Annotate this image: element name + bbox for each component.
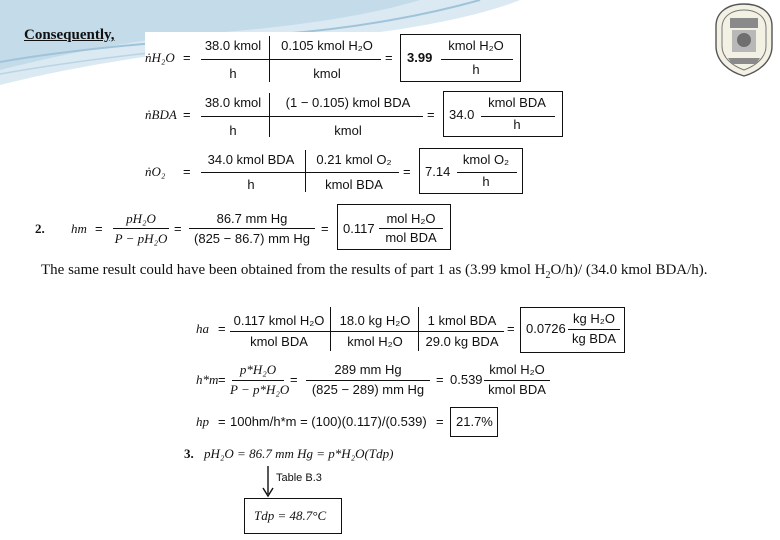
equals-sign: =	[436, 414, 444, 429]
fraction-bar	[484, 380, 550, 381]
denominator: (825 − 289) mm Hg	[311, 382, 425, 397]
result-unit-denominator: h	[482, 174, 490, 189]
numerator: 34.0 kmol BDA	[207, 152, 295, 167]
numerator: pH₂O	[126, 211, 156, 226]
fraction-divider	[418, 307, 419, 351]
fraction-bar	[189, 228, 315, 229]
numerator: 1 kmol BDA	[427, 313, 497, 328]
equals-sign: =	[218, 372, 226, 387]
fraction-bar	[306, 380, 430, 381]
result-unit-denominator: kmol BDA	[488, 382, 546, 397]
fraction-divider	[330, 307, 331, 351]
equals-sign: =	[183, 164, 191, 179]
result-unit-numerator: kmol BDA	[488, 95, 546, 110]
result-value: 0.117	[343, 221, 375, 236]
denominator: kmol BDA	[250, 334, 308, 349]
paragraph-text: The same result could have been obtained from the results of part 1 as (3.99 kmol H	[41, 262, 546, 278]
equals-sign: =	[183, 50, 191, 65]
fraction-bar	[201, 59, 381, 60]
result-value: 0.539	[450, 372, 483, 387]
numerator: p*H₂O	[239, 362, 277, 377]
result-unit-numerator: kmol O₂	[462, 152, 510, 167]
fraction-bar	[230, 331, 504, 332]
equals-sign: =	[95, 221, 103, 236]
fraction-bar	[201, 172, 399, 173]
equation-o2-flow	[145, 146, 565, 196]
denominator: kmol H₂O	[347, 334, 403, 349]
numerator: 0.21 kmol O₂	[316, 152, 392, 167]
result-value: 21.7%	[456, 414, 493, 429]
denominator: 29.0 kg BDA	[425, 334, 499, 349]
equation-bda-flow	[145, 89, 565, 141]
fraction-bar	[113, 228, 169, 229]
result-unit-denominator: h	[513, 117, 521, 132]
denominator: kmol	[334, 123, 362, 138]
fraction-divider	[305, 150, 306, 192]
equation-lhs: ṅO₂	[145, 164, 166, 179]
denominator: h	[229, 123, 237, 138]
equals-sign: =	[218, 321, 226, 336]
table-reference: Table B.3	[276, 472, 322, 484]
paragraph-text: O/h)/ (34.0 kmol BDA/h).	[550, 262, 708, 278]
dew-point-statement: pH₂O = 86.7 mm Hg = p*H₂O(Tdp)	[204, 446, 394, 461]
numerator: 18.0 kg H₂O	[339, 313, 411, 328]
equation-percent-humidity	[196, 406, 500, 438]
equation-lhs: hm	[71, 221, 87, 236]
page-heading: Consequently,	[24, 27, 115, 43]
result-unit-numerator: kg H₂O	[573, 311, 615, 326]
result-value: 34.0	[449, 107, 475, 122]
numerator: 0.105 kmol H₂O	[281, 38, 373, 53]
denominator: P − p*H₂O	[230, 382, 290, 397]
denominator: kmol	[313, 66, 341, 81]
explanation-paragraph	[41, 259, 741, 287]
equals-sign: =	[427, 107, 435, 122]
equals-sign: =	[385, 50, 393, 65]
fraction-bar	[232, 380, 284, 381]
equals-sign: =	[290, 372, 298, 387]
fraction-bar	[379, 228, 443, 229]
box-edge	[624, 307, 625, 353]
equation-molar-humidity	[33, 201, 453, 251]
denominator: kmol BDA	[325, 177, 383, 192]
denominator: (825 − 86.7) mm Hg	[194, 231, 310, 246]
equation-lhs: ha	[196, 321, 209, 336]
fraction-bar	[457, 172, 517, 173]
result-value: Tdp = 48.7°C	[254, 508, 327, 523]
numerator: 86.7 mm Hg	[216, 211, 288, 226]
denominator: h	[247, 177, 255, 192]
denominator: P − pH₂O	[114, 231, 168, 246]
equation-lhs: h*m	[196, 372, 219, 387]
fraction-bar	[441, 59, 513, 60]
equals-sign: =	[174, 221, 182, 236]
numerator: 0.117 kmol H₂O	[233, 313, 325, 328]
denominator: h	[229, 66, 237, 81]
numerator: 289 mm Hg	[334, 362, 402, 377]
equation-lhs: ṅH₂O	[145, 50, 175, 65]
subscript: 2	[545, 270, 551, 281]
fraction-divider	[269, 93, 270, 137]
equation-lhs: hp	[196, 414, 209, 429]
equals-sign: =	[403, 164, 411, 179]
arrow-down-icon	[260, 466, 276, 498]
fraction-bar	[201, 116, 423, 117]
equals-sign: =	[218, 414, 226, 429]
equals-sign: =	[183, 107, 191, 122]
equals-sign: =	[321, 221, 329, 236]
result-unit-numerator: mol H₂O	[386, 211, 436, 226]
result-value: 0.0726	[526, 321, 566, 336]
equation-lhs: ṅBDA	[145, 107, 177, 122]
equation-absolute-humidity	[196, 305, 628, 355]
equation-h2o-flow	[145, 32, 565, 86]
result-unit-denominator: kg BDA	[571, 331, 617, 346]
fraction-bar	[568, 329, 620, 330]
equals-sign: =	[436, 372, 444, 387]
equals-sign: =	[507, 321, 515, 336]
result-value: 3.99	[407, 50, 433, 65]
numerator: 38.0 kmol	[204, 38, 262, 53]
numerator: (1 − 0.105) kmol BDA	[285, 95, 411, 110]
result-unit-numerator: kmol H₂O	[448, 38, 504, 53]
university-logo	[712, 2, 776, 78]
equation-dew-point	[176, 440, 408, 536]
result-unit-numerator: kmol H₂O	[489, 362, 545, 377]
result-value: 7.14	[425, 164, 451, 179]
result-unit-denominator: h	[472, 62, 480, 77]
step-number: 3.	[184, 446, 194, 461]
result-unit-denominator: mol BDA	[385, 230, 437, 245]
step-number: 2.	[35, 221, 45, 236]
numerator: 38.0 kmol	[204, 95, 262, 110]
equation-saturation-humidity	[196, 358, 556, 402]
calculation: 100hm/h*m = (100)(0.117)/(0.539)	[230, 414, 427, 429]
